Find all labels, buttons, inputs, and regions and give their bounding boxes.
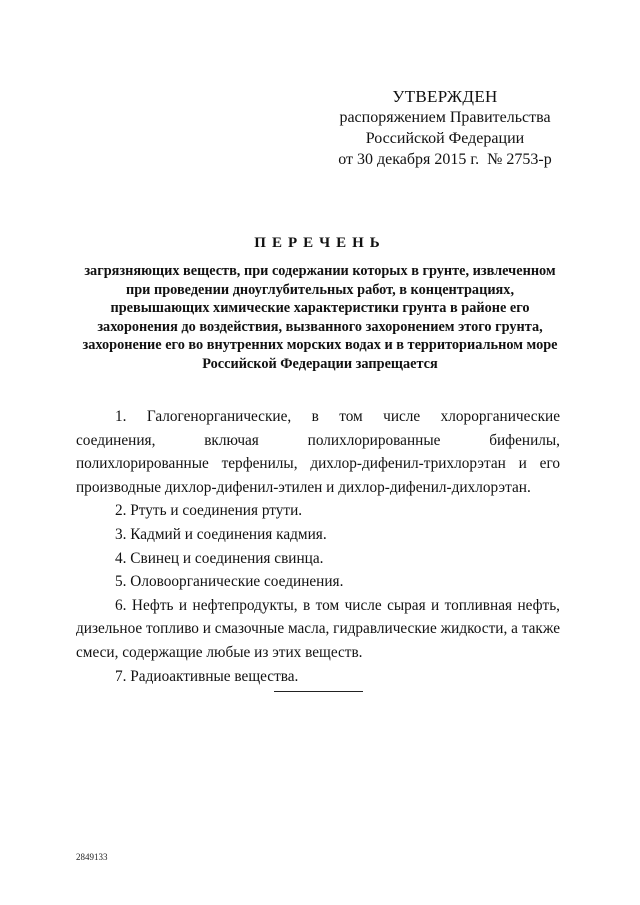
list-item: 6. Нефть и нефтепродукты, в том числе сырая и топливная нефть, дизельное топливо и смазочные масла, гидравлические жидкости, а также смеси, содержащие любые из этих веществ. — [76, 596, 560, 661]
document-subtitle: загрязняющих веществ, при содержании которых в грунте, извлеченном при проведении дноуглубительных работ, в концентрациях, превышающих химические характеристики грунта в районе его захоронения до воздействия, вызванного захоронением этого грунта, захоронение его во внутренних морских водах и в территориальном море Российской Федерации запрещается — [82, 263, 558, 372]
approved-heading: УТВЕРЖДЕН — [392, 87, 498, 106]
document-code: 2849133 — [76, 852, 108, 862]
list-item: 1. Галогенорганические, в том числе хлорорганические соединения, включая полихлорированные бифенилы, полихлорированные терфенилы, дихлор-дифенил-трихлорэтан и его производные дихлор-дифенил-этилен и дихлор-дифенил-дихлорэтан. — [76, 408, 560, 496]
list-item: 2. Ртуть и соединения ртути. — [115, 502, 303, 520]
end-separator-line — [274, 691, 363, 692]
approval-line-decree: распоряжением Правительства — [339, 109, 551, 126]
list-item: 5. Оловоорганические соединения. — [115, 573, 344, 591]
approval-block — [330, 86, 560, 170]
substance-list — [76, 405, 560, 688]
approval-line-date-number: от 30 декабря 2015 г. № 2753-р — [338, 151, 552, 168]
list-item: 3. Кадмий и соединения кадмия. — [115, 525, 327, 543]
list-item: 7. Радиоактивные вещества. — [115, 667, 299, 685]
approval-line-federation: Российской Федерации — [365, 130, 525, 147]
document-title: ПЕРЕЧЕНЬ — [254, 235, 386, 251]
list-item: 4. Свинец и соединения свинца. — [115, 549, 324, 567]
